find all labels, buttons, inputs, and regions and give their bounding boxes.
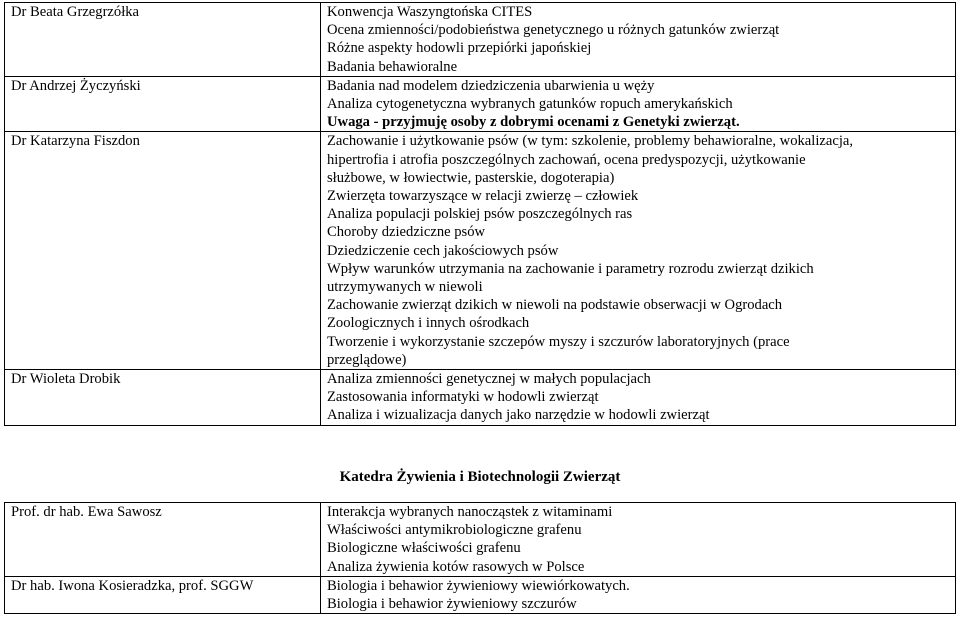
- supervisor-row: [5, 3, 956, 77]
- thesis-topics-cell: [321, 503, 956, 577]
- supervisor-row: [5, 503, 956, 577]
- thesis-topic: Analiza populacji polskiej psów poszczególnych ras: [327, 206, 633, 223]
- thesis-topic: Konwencja Waszyngtońska CITES: [327, 4, 533, 20]
- supervisor-row: [5, 132, 956, 370]
- thesis-topic: Właściwości antymikrobiologiczne grafenu: [327, 522, 582, 539]
- thesis-topic: Różne aspekty hodowli przepiórki japońskiej: [327, 40, 592, 57]
- thesis-topic: służbowe, w łowiectwie, pasterskie, dogoterapia): [327, 169, 615, 186]
- thesis-topic: Biologia i behawior żywieniowy szczurów: [327, 596, 577, 613]
- department-supervisors-table: [4, 502, 956, 614]
- supervisor-name-cell: [5, 76, 321, 132]
- supervisor-row: [5, 76, 956, 132]
- thesis-topic: Analiza żywienia kotów rasowych w Polsce: [327, 558, 585, 575]
- thesis-topic: Interakcja wybranych nanocząstek z witaminami: [327, 504, 613, 520]
- thesis-topics-cell: [321, 576, 956, 613]
- supervisor-name: Dr Andrzej Życzyński: [11, 77, 141, 94]
- supervisor-name-cell: [5, 370, 321, 426]
- thesis-topic: Choroby dziedziczne psów: [327, 224, 486, 241]
- supervisor-name: Dr Beata Grzegrzółka: [11, 4, 140, 20]
- thesis-topic: Zachowanie zwierząt dzikich w niewoli na podstawie obserwacji w Ogrodach: [327, 297, 783, 314]
- thesis-topic: Badania nad modelem dziedziczenia ubarwienia u węży: [327, 77, 655, 94]
- thesis-topic: Biologiczne właściwości grafenu: [327, 540, 521, 557]
- supervisor-name: Dr Katarzyna Fiszdon: [11, 133, 140, 150]
- supervisor-name-cell: [5, 503, 321, 577]
- supervisor-name-cell: [5, 132, 321, 370]
- thesis-topic: Analiza zmienności genetycznej w małych populacjach: [327, 371, 651, 388]
- supervisor-name: Dr Wioleta Drobik: [11, 371, 121, 388]
- thesis-topic: Tworzenie i wykorzystanie szczepów myszy i szczurów laboratoryjnych (prace: [327, 333, 790, 350]
- supervisor-name: Prof. dr hab. Ewa Sawosz: [11, 504, 162, 520]
- supervisor-name: Dr hab. Iwona Kosieradzka, prof. SGGW: [11, 577, 254, 594]
- thesis-topic: Ocena zmienności/podobieństwa genetycznego u różnych gatunków zwierząt: [327, 22, 780, 39]
- thesis-topic: przeglądowe): [327, 351, 407, 368]
- thesis-topic: Zoologicznych i innych ośrodkach: [327, 315, 530, 332]
- thesis-topic: Biologia i behawior żywieniowy wiewiórkowatych.: [327, 577, 630, 594]
- thesis-topic: utrzymywanych w niewoli: [327, 279, 483, 296]
- thesis-topics-cell: [321, 370, 956, 426]
- thesis-topic: Zastosowania informatyki w hodowli zwierząt: [327, 389, 599, 406]
- supervisor-row: [5, 576, 956, 613]
- thesis-topics-cell: [321, 76, 956, 132]
- thesis-topic: hipertrofia i atrofia poszczególnych zachowań, ocena predyspozycji, użytkowanie: [327, 151, 806, 168]
- thesis-topic: Dziedziczenie cech jakościowych psów: [327, 242, 559, 259]
- thesis-topic: Badania behawioralne: [327, 58, 458, 75]
- supervisor-name-cell: [5, 576, 321, 613]
- supervisors-table: [4, 2, 956, 426]
- thesis-topic: Wpływ warunków utrzymania na zachowanie i parametry rozrodu zwierząt dzikich: [327, 260, 814, 277]
- thesis-topic: Zachowanie i użytkowanie psów (w tym: szkolenie, problemy behawioralne, wokalizacja,: [327, 133, 854, 150]
- department-heading: Katedra Żywienia i Biotechnologii Zwierząt: [339, 469, 621, 485]
- thesis-topic: Zwierzęta towarzyszące w relacji zwierzę – człowiek: [327, 188, 639, 205]
- thesis-topics-cell: [321, 3, 956, 77]
- thesis-topics-cell: [321, 132, 956, 370]
- supervisor-row: [5, 370, 956, 426]
- thesis-topic: Analiza i wizualizacja danych jako narzędzie w hodowli zwierząt: [327, 407, 710, 424]
- thesis-topic: Analiza cytogenetyczna wybranych gatunków ropuch amerykańskich: [327, 96, 733, 113]
- supervisor-note: Uwaga - przyjmuję osoby z dobrymi ocenami z Genetyki zwierząt.: [327, 114, 740, 131]
- supervisor-name-cell: [5, 3, 321, 77]
